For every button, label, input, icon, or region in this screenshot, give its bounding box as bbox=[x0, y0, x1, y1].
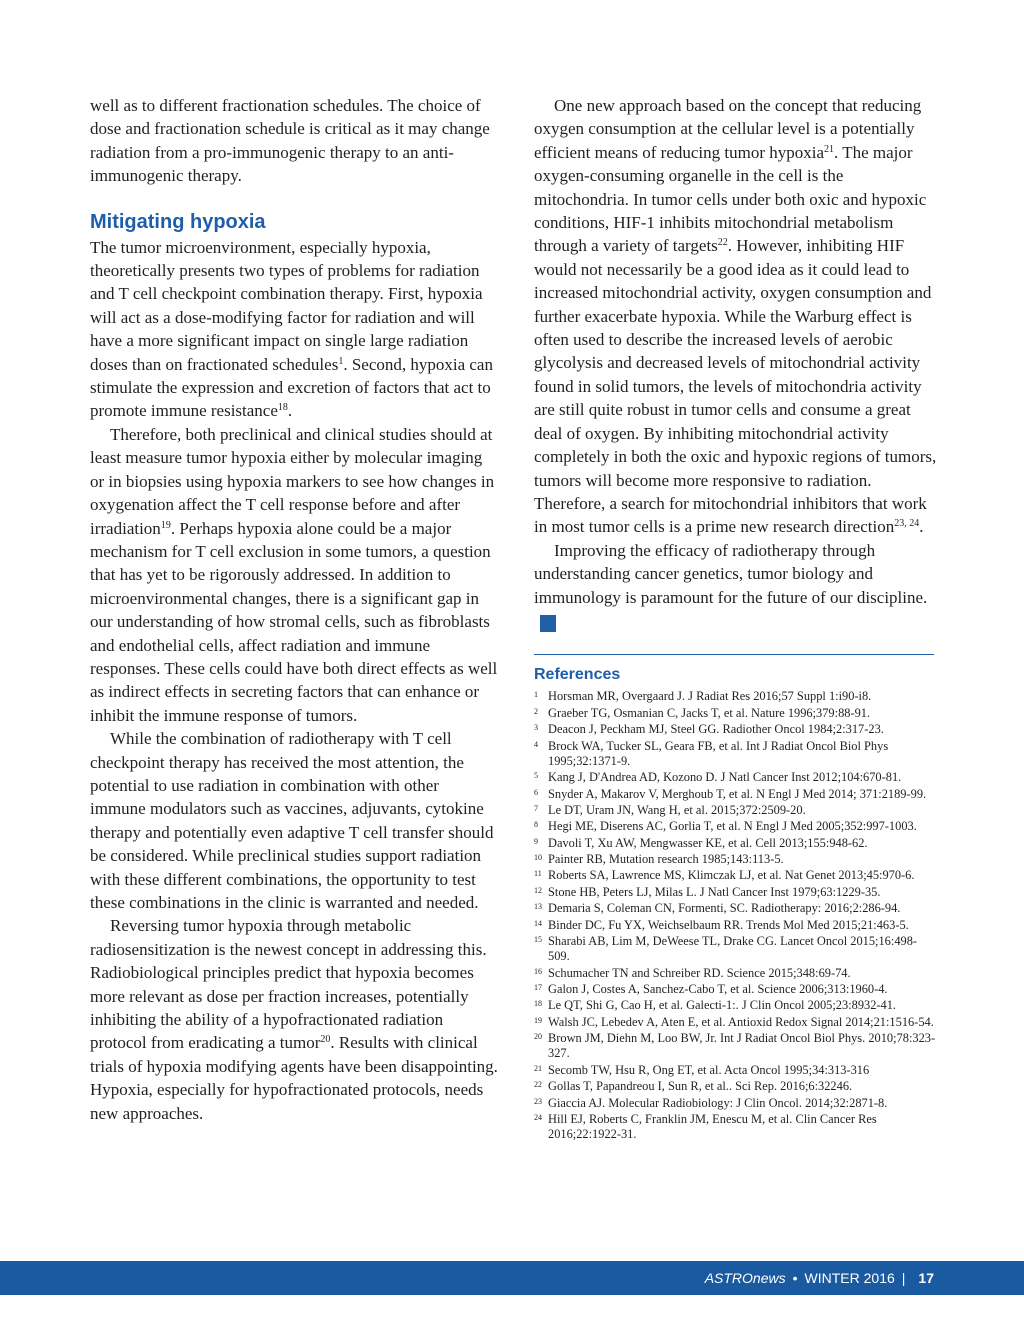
reference-item bbox=[534, 1015, 938, 1030]
reference-item bbox=[534, 1112, 938, 1142]
reference-number: 15 bbox=[534, 935, 542, 945]
citation-ref: 19 bbox=[160, 519, 171, 531]
reference-number: 11 bbox=[534, 869, 542, 879]
reference-number: 6 bbox=[534, 787, 538, 797]
reference-number: 22 bbox=[534, 1080, 542, 1090]
reference-text: Kang J, D'Andrea AD, Kozono D. J Natl Cancer Inst 2012;104:670-81. bbox=[548, 770, 902, 785]
astro-end-mark-icon: A bbox=[540, 615, 556, 632]
reference-item bbox=[534, 739, 938, 769]
paragraph-oxygen-consumption: One new approach based on the concept that reducing oxygen consumption at the cellular level is a potentially efficient means of reducing tumor hypoxia$^{21}$. The major oxygen-consuming organelle in the cell is the mitochondria. In tumor cells under both oxic and hypoxic conditions, HIF-1 inhibits mitochondrial metabolism through a variety of targets$^{22}$. However, inhibiting HIF would not necessarily be a good idea as it could lead to increased mitochondrial activity, oxygen consumption and further exacerbate hypoxia. While the Warburg effect is often used to describe the increased levels of aerobic glycolysis and decreased levels of mitochondrial activity found in solid tumors, the levels of mitochondria activity are still quite robust in tumor cells and consume a great deal of oxygen. By inhibiting mitochondrial activity completely in both the oxic and hypoxic regions of tumors, tumors will become more responsive to radiation. Therefore, a search for mitochondrial inhibitors that work in most tumor cells is a prime new research direction$^{23, 24}$. bbox=[534, 96, 937, 537]
paragraph-combination-therapy: While the combination of radiotherapy with T cell checkpoint therapy has received the most attention, the potential to use radiation in combination with other immune modulators such as vaccines, adjuvants, cytokine therapy and potentially even adaptive T cell transfer should be considered. While preclinical studies support radiation with these different combinations, the opportunity to test these combinations in the clinic is warranted and needed. bbox=[90, 729, 494, 912]
reference-item bbox=[534, 868, 938, 883]
reference-number: 1 bbox=[534, 690, 538, 700]
citation-ref: 21 bbox=[824, 143, 835, 155]
reference-number: 14 bbox=[534, 918, 542, 928]
reference-item bbox=[534, 770, 938, 785]
reference-text: Le QT, Shi G, Cao H, et al. Galecti-1:. J Clin Oncol 2005;23:8932-41. bbox=[548, 998, 897, 1013]
reference-item bbox=[534, 706, 938, 721]
reference-number: 7 bbox=[534, 803, 538, 813]
reference-item bbox=[534, 1063, 938, 1078]
reference-text: Schumacher TN and Schreiber RD. Science 2015;348:69-74. bbox=[548, 965, 851, 980]
reference-text: Le DT, Uram JN, Wang H, et al. 2015;372:2509-20. bbox=[548, 802, 806, 817]
reference-item bbox=[534, 689, 938, 704]
reference-item bbox=[534, 803, 938, 818]
reference-number: 20 bbox=[534, 1032, 542, 1042]
intro-paragraph: well as to different fractionation schedules. The choice of dose and fractionation schedule is critical as it may change radiation from a pro-immunogenic therapy to an anti-immunogenic therapy. bbox=[90, 96, 490, 186]
footer-bullet: • bbox=[792, 1270, 798, 1286]
references-divider bbox=[534, 654, 934, 655]
reference-text: Galon J, Costes A, Sanchez-Cabo T, et al. Science 2006;313:1960-4. bbox=[548, 982, 888, 996]
reference-text: Hegi ME, Diserens AC, Gorlia T, et al. N Engl J Med 2005;352:997-1003. bbox=[548, 819, 917, 834]
reference-number: 13 bbox=[534, 902, 542, 912]
reference-text: Hill EJ, Roberts C, Franklin JM, Enescu M, et al. Clin Cancer Res 2016;22:1922-31. bbox=[548, 1111, 877, 1142]
footer-bar bbox=[0, 1261, 1024, 1295]
reference-number: 16 bbox=[534, 966, 542, 976]
paragraph-hypoxia-problems: The tumor microenvironment, especially hypoxia, theoretically presents two types of problems for radiation and T cell checkpoint combination therapy. First, hypoxia will act as a dose-modifying factor for radiation and will have a more significant impact on single large radiation doses than on fractionated schedules$^1$. Second, hypoxia can stimulate the expression and excretion of factors that act to promote immune resistance$^{18}$. bbox=[90, 237, 493, 421]
reference-number: 4 bbox=[534, 739, 538, 749]
reference-text: Gollas T, Papandreou I, Sun R, et al.. Sci Rep. 2016;6:32246. bbox=[548, 1079, 853, 1094]
reference-number: 18 bbox=[534, 999, 542, 1009]
issue-label: WINTER 2016 bbox=[804, 1270, 895, 1286]
reference-number: 17 bbox=[534, 983, 542, 992]
reference-item bbox=[534, 918, 938, 933]
reference-item bbox=[534, 1096, 938, 1111]
reference-text: Sharabi AB, Lim M, DeWeese TL, Drake CG. Lancet Oncol 2015;16:498-509. bbox=[548, 934, 918, 964]
section-heading: Mitigating hypoxia bbox=[90, 210, 266, 233]
reference-text: Binder DC, Fu YX, Weichselbaum RR. Trends Mol Med 2015;21:463-5. bbox=[548, 917, 909, 932]
reference-item bbox=[534, 885, 938, 900]
paragraph-preclinical-studies: Therefore, both preclinical and clinical studies should at least measure tumor hypoxia either by molecular imaging or in biopsies using hypoxia markers to see how changes in oxygenation affect the T cell response before and after irradiation$^{19}$. Perhaps hypoxia alone could be a major mechanism for T cell exclusion in some tumors, a question that has yet to be rigorously addressed. In addition to microenvironmental changes, there is a significant gap in our understanding of how stromal cells, such as fibroblasts and endothelial cells, affect radiation and immune responses. These cells could have both direct effects as well as indirect effects in secreting factors that can enhance or inhibit the immune response of tumors. bbox=[90, 424, 498, 725]
reference-number: 9 bbox=[534, 836, 538, 846]
reference-item bbox=[534, 934, 938, 964]
right-column bbox=[534, 94, 938, 1144]
reference-number: 19 bbox=[534, 1015, 542, 1025]
reference-item bbox=[534, 966, 938, 981]
references-list bbox=[534, 689, 938, 1142]
reference-number: 23 bbox=[534, 1096, 542, 1106]
paragraph-conclusion: Improving the efficacy of radiotherapy through understanding cancer genetics, tumor biology and immunology is paramount for the future of our discipline.A bbox=[534, 540, 928, 631]
citation-ref: 20 bbox=[320, 1034, 331, 1046]
reference-item bbox=[534, 722, 938, 737]
reference-item bbox=[534, 852, 938, 867]
citation-ref: 23, 24 bbox=[894, 518, 920, 530]
reference-number: 21 bbox=[534, 1063, 542, 1073]
footer-separator: | bbox=[901, 1270, 906, 1286]
reference-number: 10 bbox=[534, 853, 542, 863]
references-heading: References bbox=[534, 666, 621, 684]
reference-item bbox=[534, 1079, 938, 1094]
citation-ref: 22 bbox=[717, 237, 728, 249]
citation-ref: 18 bbox=[277, 402, 288, 414]
reference-text: Brock WA, Tucker SL, Geara FB, et al. Int J Radiat Oncol Biol Phys 1995;32:1371-9. bbox=[548, 738, 889, 768]
reference-text: Walsh JC, Lebedev A, Aten E, et al. Antioxid Redox Signal 2014;21:1516-54. bbox=[548, 1014, 934, 1029]
reference-text: Deacon J, Peckham MJ, Steel GG. Radiother Oncol 1984;2:317-23. bbox=[548, 722, 884, 737]
page-number: 17 bbox=[918, 1270, 934, 1286]
reference-text: Giaccia AJ. Molecular Radiobiology: J Clin Oncol. 2014;32:2871-8. bbox=[548, 1095, 888, 1110]
reference-text: Painter RB, Mutation research 1985;143:113-5. bbox=[548, 852, 784, 867]
citation-ref: 1 bbox=[338, 355, 344, 367]
reference-text: Secomb TW, Hsu R, Ong ET, et al. Acta Oncol 1995;34:313-316 bbox=[548, 1062, 870, 1077]
reference-text: Davoli T, Xu AW, Mengwasser KE, et al. Cell 2013;155:948-62. bbox=[548, 835, 868, 850]
reference-text: Graeber TG, Osmanian C, Jacks T, et al. Nature 1996;379:88-91. bbox=[548, 705, 871, 720]
footer-content bbox=[705, 1261, 934, 1295]
reference-number: 24 bbox=[534, 1112, 542, 1122]
reference-number: 2 bbox=[534, 706, 538, 716]
reference-text: Snyder A, Makarov V, Merghoub T, et al. N Engl J Med 2014; 371:2189-99. bbox=[548, 786, 927, 801]
left-column bbox=[90, 94, 498, 1125]
reference-number: 3 bbox=[534, 723, 538, 733]
reference-item bbox=[534, 787, 938, 802]
reference-item bbox=[534, 998, 938, 1013]
reference-text: Brown JM, Diehn M, Loo BW, Jr. Int J Radiat Oncol Biol Phys. 2010;78:323-327. bbox=[548, 1031, 936, 1061]
reference-number: 12 bbox=[534, 885, 542, 895]
publication-name: ASTROnews bbox=[704, 1270, 786, 1286]
reference-item bbox=[534, 819, 938, 834]
reference-text: Demaria S, Coleman CN, Formenti, SC. Radiotherapy: 2016;2:286-94. bbox=[548, 901, 901, 916]
reference-item bbox=[534, 836, 938, 851]
reference-text: Stone HB, Peters LJ, Milas L. J Natl Cancer Inst 1979;63:1229-35. bbox=[548, 884, 881, 899]
reference-text: Roberts SA, Lawrence MS, Klimczak LJ, et al. Nat Genet 2013;45:970-6. bbox=[548, 868, 915, 883]
paragraph-reversing-hypoxia: Reversing tumor hypoxia through metabolic radiosensitization is the newest concept in addressing this. Radiobiological principles predict that hypoxia becomes more relevant as dose per fraction increases, potentially inhibiting the ability of a hypofractionated radiation protocol from eradicating a tumor$^{20}$. Results with clinical trials of hypoxia modifying agents have been disappointing. Hypoxia, especially for hypofractionated protocols, needs new approaches. bbox=[90, 916, 498, 1123]
reference-item bbox=[534, 1031, 938, 1061]
reference-number: 5 bbox=[534, 771, 538, 781]
reference-item bbox=[534, 901, 938, 916]
reference-text: Horsman MR, Overgaard J. J Radiat Res 2016;57 Suppl 1:i90-i8. bbox=[548, 689, 872, 704]
reference-number: 8 bbox=[534, 820, 538, 830]
reference-item bbox=[534, 982, 938, 997]
